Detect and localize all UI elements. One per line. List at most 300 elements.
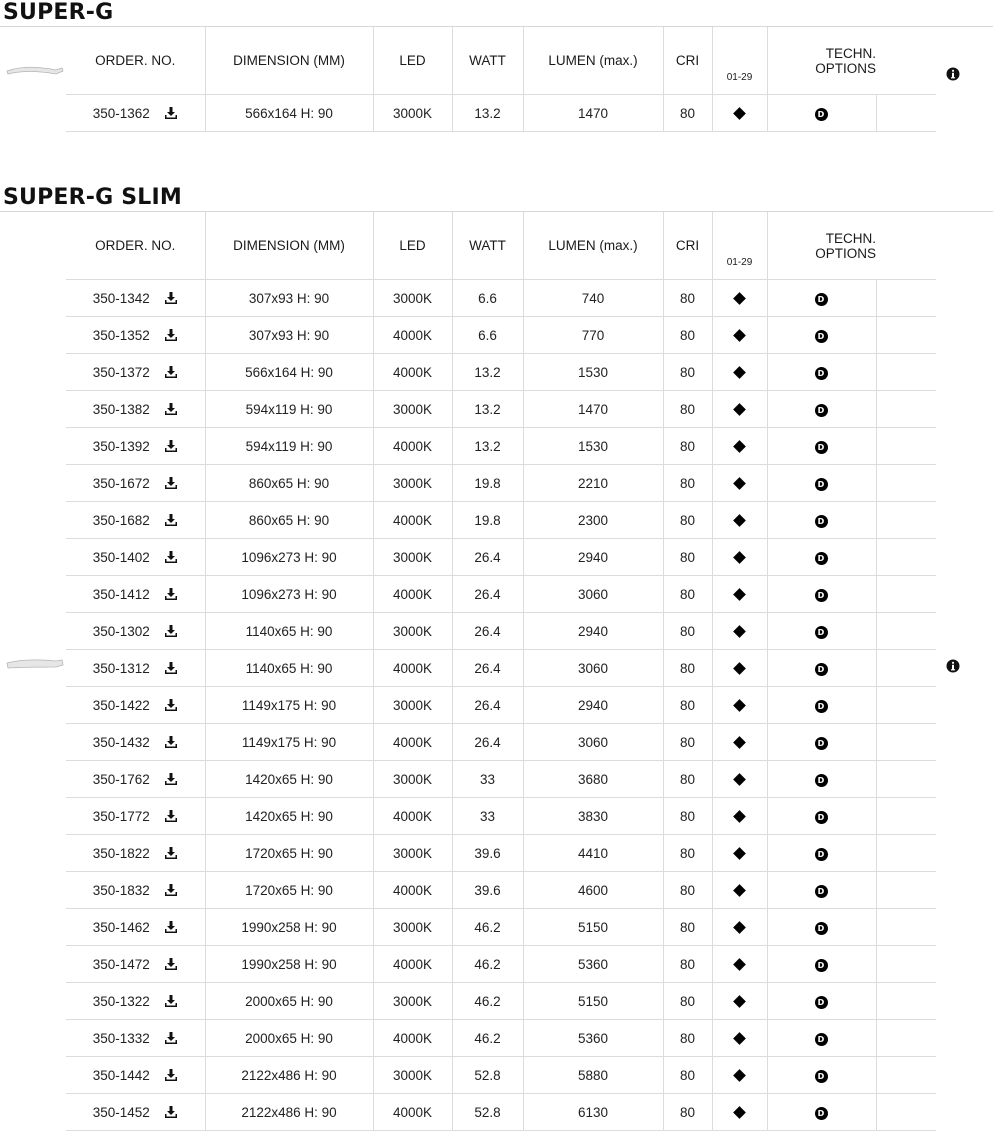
order-number: 350-1452 bbox=[92, 1104, 150, 1120]
led-cell: 4000K bbox=[373, 576, 452, 613]
lumen-cell: 2940 bbox=[523, 687, 663, 724]
order-number: 350-1332 bbox=[92, 1030, 150, 1046]
table-row bbox=[66, 687, 936, 724]
table-row bbox=[66, 983, 936, 1020]
lumen-cell: 740 bbox=[523, 280, 663, 317]
order-cell bbox=[66, 391, 205, 428]
product-table bbox=[66, 27, 936, 132]
table-row bbox=[66, 872, 936, 909]
options-cell bbox=[767, 391, 876, 428]
download-icon[interactable] bbox=[164, 957, 178, 971]
diamond-marker-icon bbox=[733, 995, 746, 1008]
spacer-cell bbox=[876, 354, 936, 391]
watt-cell: 33 bbox=[452, 761, 523, 798]
order-cell bbox=[66, 983, 205, 1020]
column-header-spacer bbox=[876, 212, 936, 280]
watt-cell: 6.6 bbox=[452, 280, 523, 317]
option-d-icon[interactable]: D bbox=[815, 885, 828, 898]
download-icon[interactable] bbox=[164, 328, 178, 342]
option-d-icon[interactable]: D bbox=[815, 774, 828, 787]
options-cell bbox=[767, 354, 876, 391]
option-d-icon[interactable]: D bbox=[815, 108, 828, 121]
lumen-cell: 1470 bbox=[523, 95, 663, 132]
color-range-cell bbox=[712, 502, 767, 539]
lumen-cell: 2940 bbox=[523, 613, 663, 650]
option-d-icon[interactable]: D bbox=[815, 1107, 828, 1120]
watt-cell: 26.4 bbox=[452, 724, 523, 761]
dimension-cell: 1420x65 H: 90 bbox=[205, 798, 373, 835]
option-d-icon[interactable]: D bbox=[815, 404, 828, 417]
spacer-cell bbox=[876, 576, 936, 613]
options-cell bbox=[767, 428, 876, 465]
download-icon[interactable] bbox=[164, 809, 178, 823]
option-d-icon[interactable]: D bbox=[815, 478, 828, 491]
dimension-cell: 594x119 H: 90 bbox=[205, 391, 373, 428]
diamond-marker-icon bbox=[733, 921, 746, 934]
option-d-icon[interactable]: D bbox=[815, 293, 828, 306]
dimension-cell: 307x93 H: 90 bbox=[205, 280, 373, 317]
cri-cell: 80 bbox=[663, 95, 712, 132]
watt-cell: 26.4 bbox=[452, 613, 523, 650]
dimension-cell: 1720x65 H: 90 bbox=[205, 872, 373, 909]
color-range-cell bbox=[712, 835, 767, 872]
watt-cell: 26.4 bbox=[452, 539, 523, 576]
order-number: 350-1412 bbox=[92, 586, 150, 602]
color-range-cell bbox=[712, 798, 767, 835]
color-range-cell bbox=[712, 650, 767, 687]
option-d-icon[interactable]: D bbox=[815, 367, 828, 380]
spacer-cell bbox=[876, 872, 936, 909]
cri-cell: 80 bbox=[663, 539, 712, 576]
column-header-lumen: LUMEN (max.) bbox=[523, 212, 663, 280]
diamond-marker-icon bbox=[733, 662, 746, 675]
led-cell: 3000K bbox=[373, 539, 452, 576]
option-d-icon[interactable]: D bbox=[815, 1070, 828, 1083]
options-cell bbox=[767, 280, 876, 317]
spacer-cell bbox=[876, 1020, 936, 1057]
watt-cell: 46.2 bbox=[452, 909, 523, 946]
color-range-cell bbox=[712, 317, 767, 354]
diamond-marker-icon bbox=[733, 625, 746, 638]
led-cell: 3000K bbox=[373, 613, 452, 650]
options-cell bbox=[767, 95, 876, 132]
download-icon[interactable] bbox=[164, 402, 178, 416]
option-d-icon[interactable]: D bbox=[815, 626, 828, 639]
order-cell bbox=[66, 428, 205, 465]
column-header-order: ORDER. NO. bbox=[66, 27, 205, 95]
option-d-icon[interactable]: D bbox=[815, 848, 828, 861]
order-cell bbox=[66, 761, 205, 798]
lumen-cell: 2940 bbox=[523, 539, 663, 576]
color-range-cell bbox=[712, 909, 767, 946]
table-row bbox=[66, 798, 936, 835]
spacer-cell bbox=[876, 1094, 936, 1131]
dimension-cell: 1990x258 H: 90 bbox=[205, 946, 373, 983]
color-range-cell bbox=[712, 724, 767, 761]
watt-cell: 26.4 bbox=[452, 576, 523, 613]
table-row bbox=[66, 909, 936, 946]
table-row bbox=[66, 391, 936, 428]
watt-cell: 26.4 bbox=[452, 687, 523, 724]
options-cell bbox=[767, 1020, 876, 1057]
spacer-cell bbox=[876, 539, 936, 576]
column-header-lumen: LUMEN (max.) bbox=[523, 27, 663, 95]
dimension-cell: 860x65 H: 90 bbox=[205, 502, 373, 539]
spacer-cell bbox=[876, 317, 936, 354]
order-number: 350-1422 bbox=[92, 697, 150, 713]
cri-cell: 80 bbox=[663, 317, 712, 354]
spacer-cell bbox=[876, 909, 936, 946]
diamond-marker-icon bbox=[733, 514, 746, 527]
cri-cell: 80 bbox=[663, 650, 712, 687]
color-range-cell bbox=[712, 391, 767, 428]
dimension-cell: 1096x273 H: 90 bbox=[205, 539, 373, 576]
column-header-dimension: DIMENSION (MM) bbox=[205, 212, 373, 280]
lumen-cell: 1530 bbox=[523, 428, 663, 465]
order-cell bbox=[66, 1020, 205, 1057]
product-table bbox=[66, 212, 936, 1131]
order-number: 350-1832 bbox=[92, 882, 150, 898]
download-icon[interactable] bbox=[164, 735, 178, 749]
download-icon[interactable] bbox=[164, 624, 178, 638]
column-header-color-range: 01-29 bbox=[712, 27, 767, 95]
download-icon[interactable] bbox=[164, 106, 178, 120]
diamond-marker-icon bbox=[733, 366, 746, 379]
table-row bbox=[66, 576, 936, 613]
option-d-icon[interactable]: D bbox=[815, 330, 828, 343]
order-cell bbox=[66, 576, 205, 613]
order-cell bbox=[66, 613, 205, 650]
download-icon[interactable] bbox=[164, 550, 178, 564]
cri-cell: 80 bbox=[663, 354, 712, 391]
spacer-cell bbox=[876, 983, 936, 1020]
dimension-cell: 2000x65 H: 90 bbox=[205, 983, 373, 1020]
column-header-led: LED bbox=[373, 27, 452, 95]
diamond-marker-icon bbox=[733, 440, 746, 453]
diamond-marker-icon bbox=[733, 477, 746, 490]
order-number: 350-1392 bbox=[92, 438, 150, 454]
download-icon[interactable] bbox=[164, 846, 178, 860]
led-cell: 3000K bbox=[373, 465, 452, 502]
table-row bbox=[66, 650, 936, 687]
lumen-cell: 1530 bbox=[523, 354, 663, 391]
dimension-cell: 594x119 H: 90 bbox=[205, 428, 373, 465]
option-d-icon[interactable]: D bbox=[815, 922, 828, 935]
watt-cell: 52.8 bbox=[452, 1094, 523, 1131]
order-number: 350-1362 bbox=[92, 105, 150, 121]
diamond-marker-icon bbox=[733, 403, 746, 416]
options-cell bbox=[767, 835, 876, 872]
order-number: 350-1442 bbox=[92, 1067, 150, 1083]
watt-cell: 19.8 bbox=[452, 465, 523, 502]
led-cell: 4000K bbox=[373, 946, 452, 983]
option-d-icon[interactable]: D bbox=[815, 959, 828, 972]
download-icon[interactable] bbox=[164, 920, 178, 934]
spacer-cell bbox=[876, 502, 936, 539]
options-cell bbox=[767, 502, 876, 539]
options-cell bbox=[767, 687, 876, 724]
product-thumbnail bbox=[6, 62, 64, 80]
table-row bbox=[66, 95, 936, 132]
watt-cell: 19.8 bbox=[452, 502, 523, 539]
color-range-cell bbox=[712, 95, 767, 132]
column-header-options: TECHN. OPTIONS bbox=[815, 230, 876, 261]
lumen-cell: 5150 bbox=[523, 909, 663, 946]
option-d-icon[interactable]: D bbox=[815, 700, 828, 713]
option-d-icon[interactable]: D bbox=[815, 589, 828, 602]
column-header-watt: WATT bbox=[452, 212, 523, 280]
spacer-cell bbox=[876, 650, 936, 687]
watt-cell: 39.6 bbox=[452, 872, 523, 909]
lumen-cell: 3060 bbox=[523, 576, 663, 613]
dimension-cell: 566x164 H: 90 bbox=[205, 354, 373, 391]
lumen-cell: 5360 bbox=[523, 946, 663, 983]
lumen-cell: 770 bbox=[523, 317, 663, 354]
download-icon[interactable] bbox=[164, 1068, 178, 1082]
order-cell bbox=[66, 1094, 205, 1131]
options-cell bbox=[767, 946, 876, 983]
options-cell bbox=[767, 576, 876, 613]
download-icon[interactable] bbox=[164, 513, 178, 527]
table-row bbox=[66, 1057, 936, 1094]
spacer-cell bbox=[876, 946, 936, 983]
download-icon[interactable] bbox=[164, 476, 178, 490]
led-cell: 4000K bbox=[373, 650, 452, 687]
cri-cell: 80 bbox=[663, 798, 712, 835]
column-header-cri: CRI bbox=[663, 27, 712, 95]
order-cell bbox=[66, 502, 205, 539]
led-cell: 4000K bbox=[373, 354, 452, 391]
download-icon[interactable] bbox=[164, 291, 178, 305]
order-cell bbox=[66, 798, 205, 835]
color-range-cell bbox=[712, 761, 767, 798]
lumen-cell: 4410 bbox=[523, 835, 663, 872]
order-cell bbox=[66, 650, 205, 687]
led-cell: 4000K bbox=[373, 724, 452, 761]
cri-cell: 80 bbox=[663, 909, 712, 946]
watt-cell: 46.2 bbox=[452, 946, 523, 983]
lumen-cell: 5150 bbox=[523, 983, 663, 1020]
table-row bbox=[66, 761, 936, 798]
diamond-marker-icon bbox=[733, 329, 746, 342]
diamond-marker-icon bbox=[733, 773, 746, 786]
option-d-icon[interactable]: D bbox=[815, 441, 828, 454]
color-range-cell bbox=[712, 354, 767, 391]
cri-cell: 80 bbox=[663, 502, 712, 539]
watt-cell: 13.2 bbox=[452, 354, 523, 391]
order-number: 350-1672 bbox=[92, 475, 150, 491]
download-icon[interactable] bbox=[164, 661, 178, 675]
diamond-marker-icon bbox=[733, 588, 746, 601]
led-cell: 3000K bbox=[373, 391, 452, 428]
column-header-color-range: 01-29 bbox=[712, 212, 767, 280]
order-number: 350-1402 bbox=[92, 549, 150, 565]
info-icon[interactable] bbox=[946, 67, 960, 81]
column-header-options: TECHN. OPTIONS bbox=[815, 45, 876, 76]
download-icon[interactable] bbox=[164, 1105, 178, 1119]
led-cell: 4000K bbox=[373, 872, 452, 909]
order-cell bbox=[66, 317, 205, 354]
led-cell: 4000K bbox=[373, 798, 452, 835]
diamond-marker-icon bbox=[733, 810, 746, 823]
color-range-cell bbox=[712, 428, 767, 465]
order-cell bbox=[66, 354, 205, 391]
cri-cell: 80 bbox=[663, 983, 712, 1020]
cri-cell: 80 bbox=[663, 391, 712, 428]
cri-cell: 80 bbox=[663, 946, 712, 983]
led-cell: 4000K bbox=[373, 1094, 452, 1131]
product-thumbnail bbox=[6, 655, 64, 673]
spacer-cell bbox=[876, 724, 936, 761]
diamond-marker-icon bbox=[733, 1069, 746, 1082]
diamond-marker-icon bbox=[733, 107, 746, 120]
table-row bbox=[66, 465, 936, 502]
lumen-cell: 3680 bbox=[523, 761, 663, 798]
column-header-spacer bbox=[876, 27, 936, 95]
cri-cell: 80 bbox=[663, 1057, 712, 1094]
order-number: 350-1302 bbox=[92, 623, 150, 639]
color-range-cell bbox=[712, 1020, 767, 1057]
options-cell bbox=[767, 1094, 876, 1131]
order-number: 350-1382 bbox=[92, 401, 150, 417]
spacer-cell bbox=[876, 280, 936, 317]
lumen-cell: 1470 bbox=[523, 391, 663, 428]
option-d-icon[interactable]: D bbox=[815, 1033, 828, 1046]
lumen-cell: 2300 bbox=[523, 502, 663, 539]
color-range-cell bbox=[712, 946, 767, 983]
watt-cell: 33 bbox=[452, 798, 523, 835]
diamond-marker-icon bbox=[733, 1032, 746, 1045]
table-row bbox=[66, 946, 936, 983]
order-cell bbox=[66, 946, 205, 983]
options-cell bbox=[767, 872, 876, 909]
download-icon[interactable] bbox=[164, 772, 178, 786]
download-icon[interactable] bbox=[164, 994, 178, 1008]
dimension-cell: 1149x175 H: 90 bbox=[205, 687, 373, 724]
led-cell: 3000K bbox=[373, 95, 452, 132]
option-d-icon[interactable]: D bbox=[815, 515, 828, 528]
color-range-cell bbox=[712, 983, 767, 1020]
order-number: 350-1682 bbox=[92, 512, 150, 528]
download-icon[interactable] bbox=[164, 365, 178, 379]
order-number: 350-1352 bbox=[92, 327, 150, 343]
order-number: 350-1372 bbox=[92, 364, 150, 380]
section-title: SUPER-G SLIM bbox=[3, 185, 182, 210]
option-d-icon[interactable]: D bbox=[815, 737, 828, 750]
option-d-icon[interactable]: D bbox=[815, 552, 828, 565]
spacer-cell bbox=[876, 95, 936, 132]
lumen-cell: 5360 bbox=[523, 1020, 663, 1057]
color-range-cell bbox=[712, 280, 767, 317]
table-row bbox=[66, 428, 936, 465]
options-cell bbox=[767, 724, 876, 761]
color-range-cell bbox=[712, 872, 767, 909]
dimension-cell: 1140x65 H: 90 bbox=[205, 613, 373, 650]
dimension-cell: 1990x258 H: 90 bbox=[205, 909, 373, 946]
dimension-cell: 566x164 H: 90 bbox=[205, 95, 373, 132]
cri-cell: 80 bbox=[663, 465, 712, 502]
options-cell bbox=[767, 465, 876, 502]
cri-cell: 80 bbox=[663, 687, 712, 724]
dimension-cell: 1096x273 H: 90 bbox=[205, 576, 373, 613]
cri-cell: 80 bbox=[663, 428, 712, 465]
order-cell bbox=[66, 1057, 205, 1094]
led-cell: 3000K bbox=[373, 983, 452, 1020]
table-row bbox=[66, 835, 936, 872]
color-range-cell bbox=[712, 613, 767, 650]
order-cell bbox=[66, 95, 205, 132]
lumen-cell: 4600 bbox=[523, 872, 663, 909]
watt-cell: 46.2 bbox=[452, 983, 523, 1020]
cri-cell: 80 bbox=[663, 280, 712, 317]
options-cell bbox=[767, 317, 876, 354]
order-number: 350-1772 bbox=[92, 808, 150, 824]
order-cell bbox=[66, 872, 205, 909]
download-icon[interactable] bbox=[164, 439, 178, 453]
lumen-cell: 3060 bbox=[523, 724, 663, 761]
option-d-icon[interactable]: D bbox=[815, 663, 828, 676]
lumen-cell: 2210 bbox=[523, 465, 663, 502]
led-cell: 3000K bbox=[373, 835, 452, 872]
watt-cell: 13.2 bbox=[452, 391, 523, 428]
color-range-cell bbox=[712, 576, 767, 613]
diamond-marker-icon bbox=[733, 699, 746, 712]
dimension-cell: 1140x65 H: 90 bbox=[205, 650, 373, 687]
table-row bbox=[66, 280, 936, 317]
cri-cell: 80 bbox=[663, 576, 712, 613]
order-number: 350-1762 bbox=[92, 771, 150, 787]
section-title: SUPER-G bbox=[3, 0, 114, 25]
table-row bbox=[66, 724, 936, 761]
dimension-cell: 1420x65 H: 90 bbox=[205, 761, 373, 798]
spacer-cell bbox=[876, 761, 936, 798]
dimension-cell: 2122x486 H: 90 bbox=[205, 1094, 373, 1131]
dimension-cell: 860x65 H: 90 bbox=[205, 465, 373, 502]
table-row bbox=[66, 354, 936, 391]
color-range-cell bbox=[712, 1094, 767, 1131]
option-d-icon[interactable]: D bbox=[815, 996, 828, 1009]
order-number: 350-1432 bbox=[92, 734, 150, 750]
color-range-cell bbox=[712, 539, 767, 576]
watt-cell: 13.2 bbox=[452, 428, 523, 465]
column-header-order: ORDER. NO. bbox=[66, 212, 205, 280]
column-header-dimension: DIMENSION (MM) bbox=[205, 27, 373, 95]
led-cell: 3000K bbox=[373, 280, 452, 317]
options-cell bbox=[767, 909, 876, 946]
spacer-cell bbox=[876, 465, 936, 502]
download-icon[interactable] bbox=[164, 1031, 178, 1045]
dimension-cell: 1720x65 H: 90 bbox=[205, 835, 373, 872]
color-range-cell bbox=[712, 687, 767, 724]
led-cell: 3000K bbox=[373, 687, 452, 724]
download-icon[interactable] bbox=[164, 698, 178, 712]
led-cell: 3000K bbox=[373, 909, 452, 946]
options-cell bbox=[767, 1057, 876, 1094]
cri-cell: 80 bbox=[663, 613, 712, 650]
spacer-cell bbox=[876, 687, 936, 724]
diamond-marker-icon bbox=[733, 292, 746, 305]
option-d-icon[interactable]: D bbox=[815, 811, 828, 824]
download-icon[interactable] bbox=[164, 883, 178, 897]
info-icon[interactable] bbox=[946, 659, 960, 673]
led-cell: 3000K bbox=[373, 761, 452, 798]
cri-cell: 80 bbox=[663, 724, 712, 761]
download-icon[interactable] bbox=[164, 587, 178, 601]
watt-cell: 6.6 bbox=[452, 317, 523, 354]
led-cell: 3000K bbox=[373, 1057, 452, 1094]
cri-cell: 80 bbox=[663, 1020, 712, 1057]
color-range-cell bbox=[712, 1057, 767, 1094]
